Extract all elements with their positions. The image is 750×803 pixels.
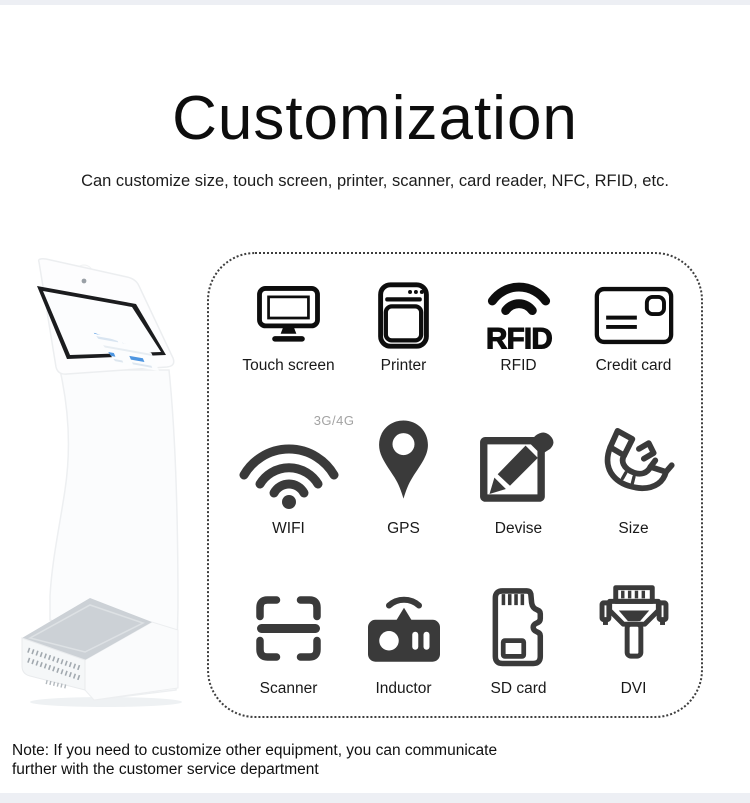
features-panel [207,252,703,718]
feature-item-printer [346,280,461,411]
feature-item-size [576,411,691,583]
feature-label: Scanner [259,680,318,697]
sd-card-icon [489,587,549,669]
feature-label: WIFI [272,520,305,537]
page-edge-top [0,0,750,5]
feature-label: Size [618,520,649,537]
rfid-icon-text: RFID [485,322,552,352]
page-edge-bottom [0,793,750,803]
note-line-1: Note: If you need to customize other equipment, you can communicate [12,742,498,759]
credit-card-icon [594,286,674,345]
note-line-2: further with the customer service department [12,761,319,778]
feature-label: Touch screen [242,357,335,374]
feature-item-dvi [576,583,691,703]
feature-label: SD card [490,680,547,697]
monitor-icon [257,286,320,344]
remote-control-icon [362,591,446,665]
feature-label: DVI [620,680,647,697]
printer-icon [378,282,429,349]
rfid-waves-icon [479,278,559,352]
scan-frame-icon [251,591,326,666]
page-subtitle: Can customize size, touch screen, printer, scanner, card reader, NFC, RFID, etc. [81,172,669,190]
kiosk-product-image [6,258,201,708]
page-title: Customization [172,84,578,153]
feature-label: GPS [387,520,420,537]
kiosk-illustration [6,258,201,708]
feature-label: Printer [380,357,427,374]
feature-label: Inductor [375,680,432,697]
feature-item-devise [461,411,576,583]
feature-label: Credit card [595,357,672,374]
map-pin-icon [375,417,432,507]
feature-item-credit-card [576,280,691,411]
feature-item-scanner [231,583,346,703]
feature-item-touch-screen [231,280,346,411]
edit-pencil-icon [478,420,560,504]
feature-label: RFID [500,357,537,374]
feature-item-sd-card [461,583,576,703]
wifi-3g4g-badge: 3G/4G [313,413,355,428]
tape-measure-icon [593,421,675,503]
feature-item-rfid [461,280,576,411]
note-text [12,741,497,779]
feature-item-inductor [346,583,461,703]
feature-item-wifi [231,411,355,583]
feature-label: Devise [494,520,543,537]
wifi-icon [233,415,345,509]
dvi-connector-icon [599,583,669,673]
feature-item-gps [346,411,461,583]
